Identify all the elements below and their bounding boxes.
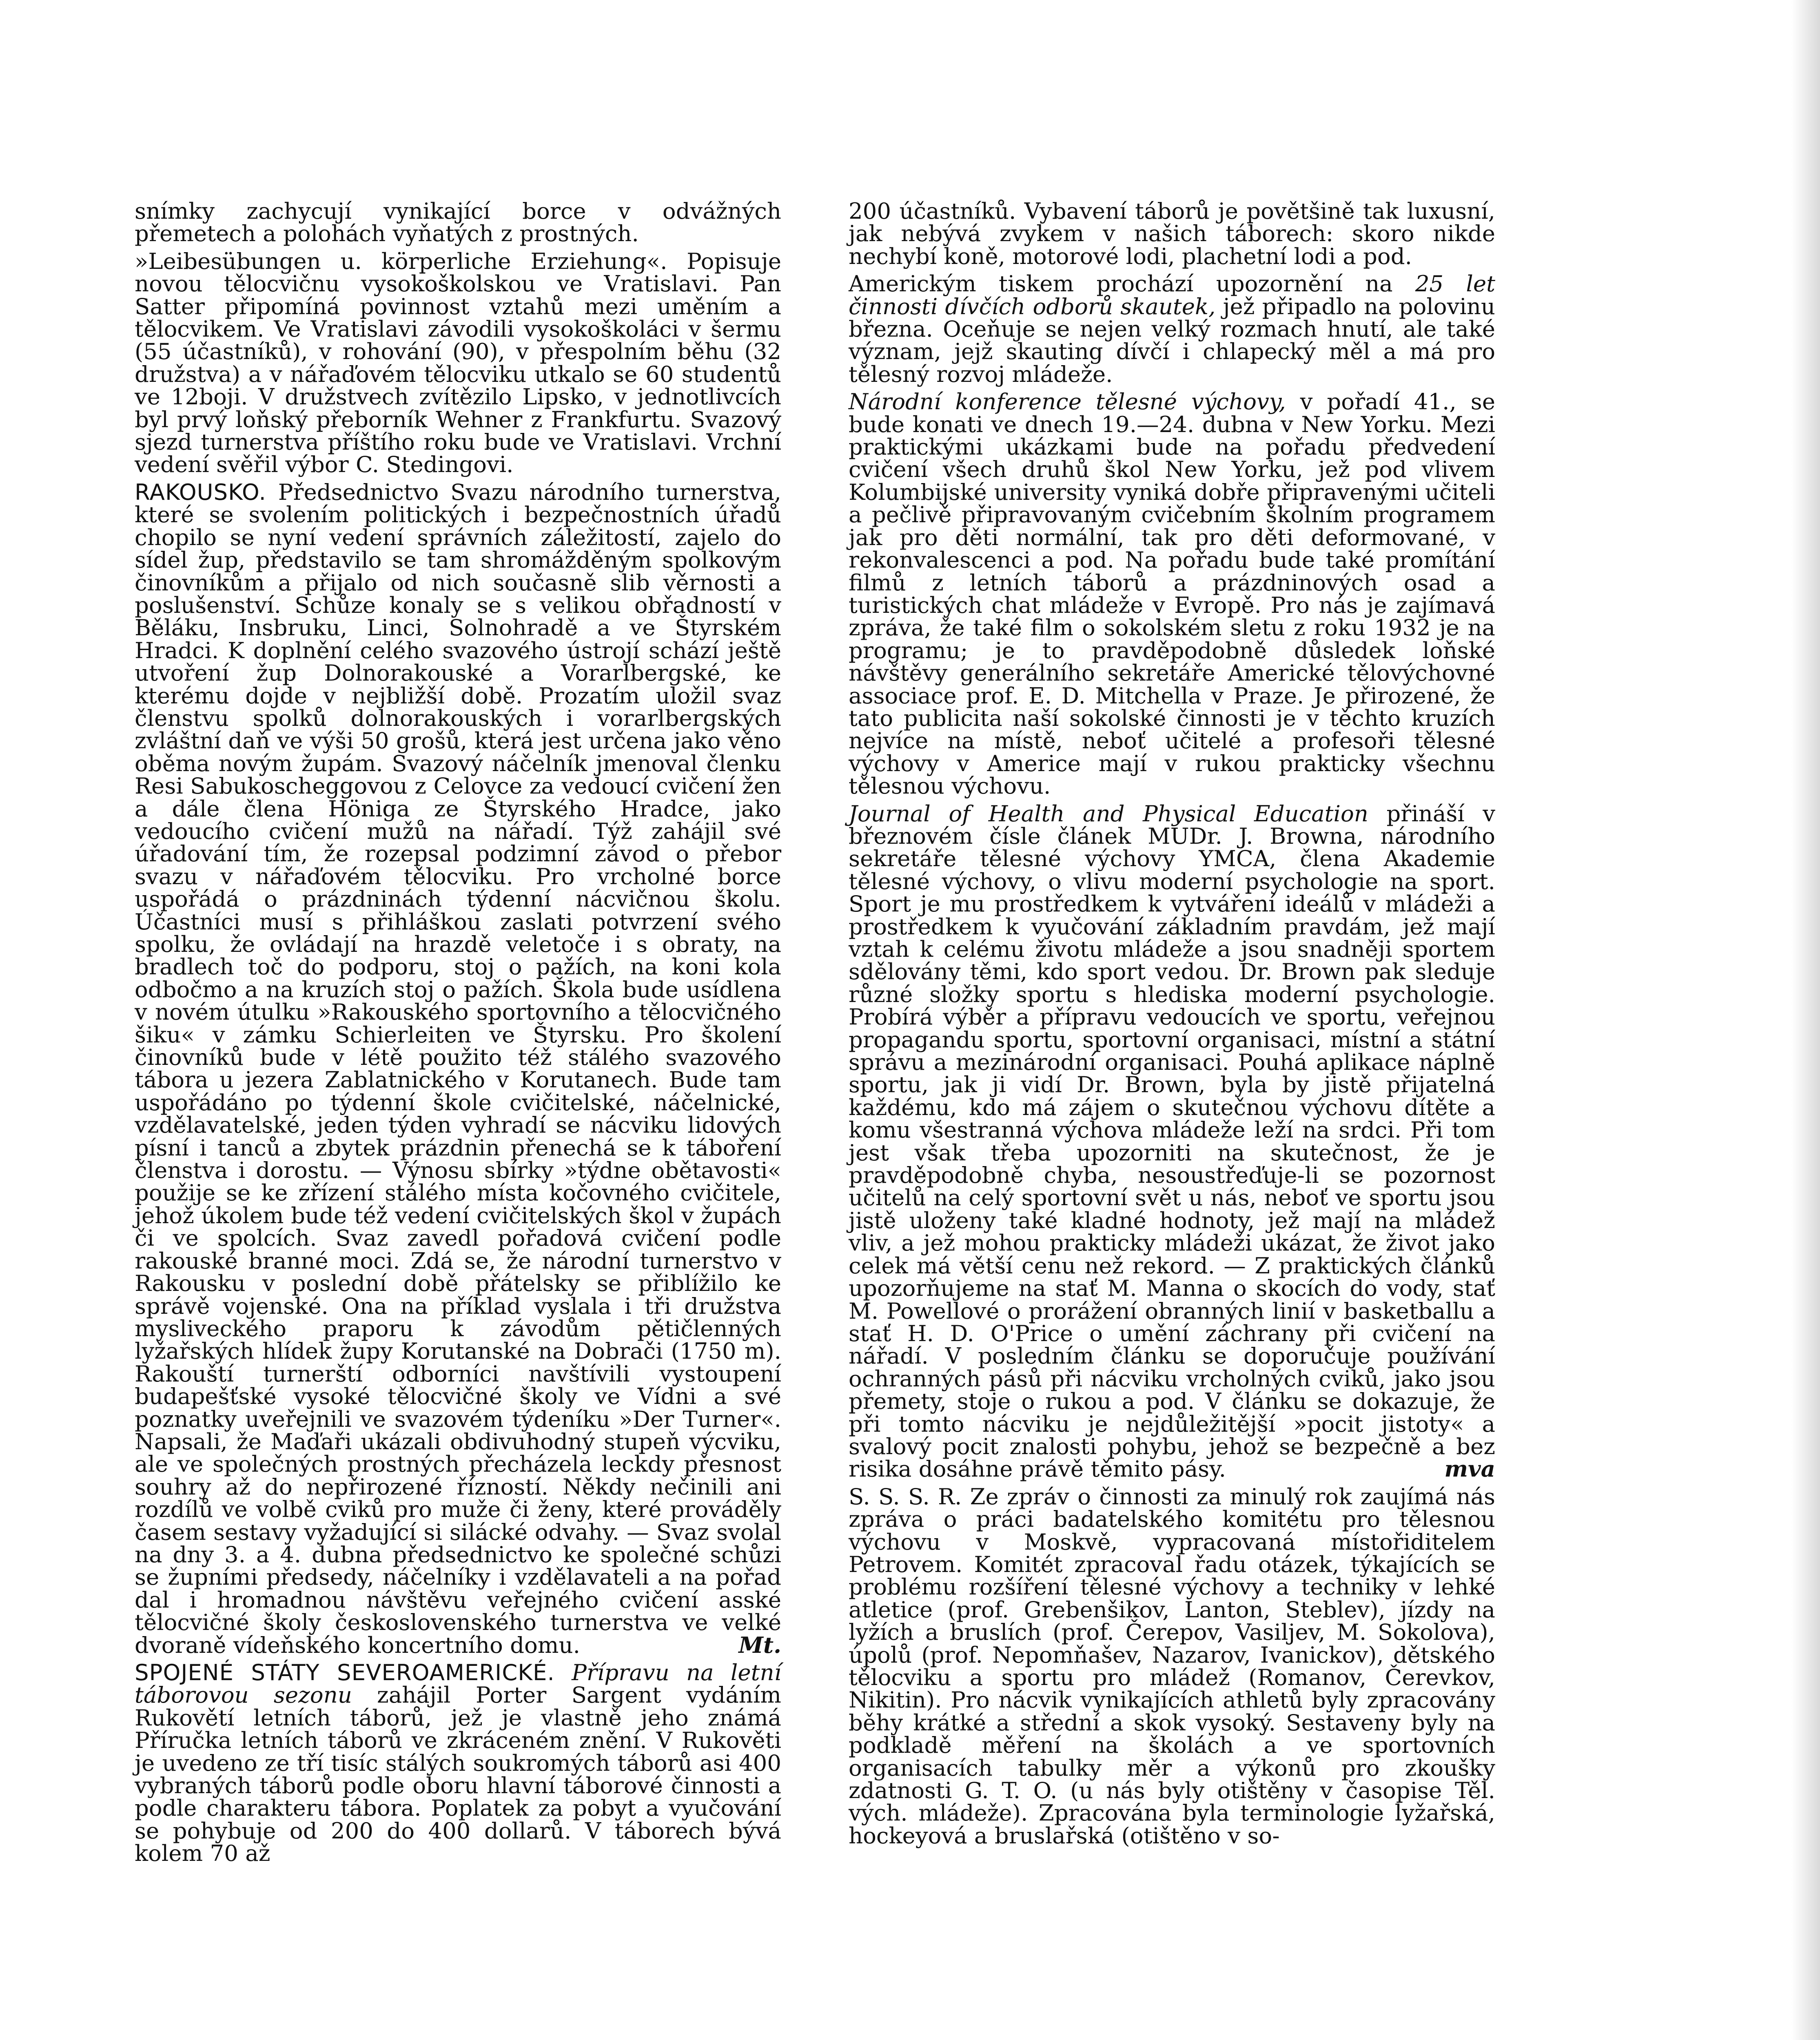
- italic-girl-scouts: 25 let činnosti dívčích odborů skautek,: [849, 271, 1495, 319]
- paragraph-camps-continued: 200 účastníků. Vybavení táborů je povětšině tak luxusní, jak nebývá zvykem v našich táborech: skoro nikde nechybí koně, motorové lodi, plachetní lodi a pod.: [849, 198, 1495, 269]
- text-fragment: Americkým tiskem prochází upozornění na: [849, 271, 1393, 297]
- text-fragment: jež připadlo na polovinu března. Oceňuje se nejen velký rozmach hnutí, ale také význam, jejž skauting dívčí i chlapecký měl a má pro tělesný rozvoj mládeže.: [849, 293, 1496, 387]
- section-italic-usa: Přípravu na letní táborovou sezonu: [135, 1659, 782, 1708]
- right-column: [849, 200, 1495, 1847]
- page-edge-shadow: [1791, 0, 1820, 2040]
- paragraph-girl-scouts: [849, 273, 1495, 386]
- paragraph-leibesuebungen: »Leibesübungen u. körperliche Erziehung«. Popisuje novou tělocvičnu vysokoškolskou ve Vratislavi. Pan Satter připomíná povinnost vztahů mezi uměním a tělocvikem. Ve Vratislavi závodili vysokoškoláci v šermu (55 účastníků), v rohování (90), v přespolním běhu (32 družstva) a v nářaďovém tělocviku utkalo se 60 studentů ve 12boji. V družstvech zvítězilo Lipsko, v jednotlivcích byl prvý loňský přeborník Wehner z Frankfurtu. Svazový sjezd turnerstva příštího roku bude ve Vratislavi. Vrchní vedení svěřil výbor C. Stedingovi.: [135, 248, 781, 478]
- paragraph-intro: snímky zachycují vynikající borce v odvážných přemetech a polohách vyňatých z prostných.: [135, 198, 781, 247]
- section-sssr: [849, 1483, 1496, 1849]
- section-heading-sssr: S. S. S. R.: [849, 1483, 962, 1510]
- italic-journal-title: Journal of Health and Physical Education: [849, 800, 1368, 827]
- section-text-usa: zahájil Porter Sargent vydáním Rukovětí letních táborů, jež je vlastně jeho známá Příručka letních táborů ve zkráceném znění. V Rukověti je uvedeno ze tří tisíc stálých soukromých táborů asi 400 vybraných táborů podle oboru hlavní táborové činnosti a podle charakteru tábora. Poplatek za pobyt a vyučování se pohybuje od 200 do 400 dollarů. V táborech bývá kolem 70 až: [135, 1682, 781, 1867]
- text-fragment: v pořadí 41., se bude konati ve dnech 19.—24. dubna v New Yorku. Mezi praktickými ukázkami bude na pořadu předvedení cvičení všech druhů škol New Yorku, jež pod vlivem Kolumbijské university vyniká dobře připravenými učiteli a pečlivě připravovaným cvičebním školním programem jak pro děti normální, tak pro děti deformované, v rekonvalescenci a pod. Na pořadu bude také promítání filmů z letních táborů a prázdninových osad a turistických chat mládeže v Evropě. Pro nás je zajímavá zpráva, že také film o sokolském sletu z roku 1932 je na programu; je to pravděpodobně důsledek loňské návštěvy generálního sekretáře Americké tělovýchovné associace prof. E. D. Mitchella v Praze. Je přirozené, že tato publicita naší sokolské činnosti je v těchto kruzích nejvíce na místě, neboť učitelé a profesoři tělesné výchovy v Americe mají v rukou prakticky všechnu tělesnou výchovu.: [849, 388, 1495, 799]
- text-fragment: přináší v březnovém čísle článek MUDr. J. Browna, národního sekretáře tělesné výchovy YMCA, člena Akademie tělesné výchovy, o vlivu moderní psychologie na sport. Sport je mu prostředkem k vytváření ideálů v mládeži a prostředkem k vyučování základním pravdám, jež mají vztah k celému životu mládeže a jsou snadněji sportem sdělovány těmi, kdo sport vedou. Dr. Brown pak sleduje různé složky sportu s hlediska moderní psychologie. Probírá výběr a přípravu vedoucích ve sportu, veřejnou propagandu sportu, sportovní organisaci, místní a státní správu a mezinárodní organisaci. Pouhá aplikace náplně sportu, jak ji vidí Dr. Brown, byla by jistě přijatelná každému, kdo má zájem o skutečnou výchovu dítěte a komu všestranná výchova mládeže leží na srdci. Při tom jest však třeba upozorniti na skutečnost, že je pravděpodobně chyba, nesoustřeďuje-li se pozornost učitelů na celý sportovní svět u nás, neboť ve sportu jsou jistě uloženy také kladné hodnoty, jež mají na mládež vliv, a jež mohou prakticky mládeži ukázat, že život jako celek má větší cenu než rekord. — Z praktických článků upozorňujeme na stať M. Manna o skocích do vody, stať M. Powellové o prorážení obranných linií v basketballu a stať H. D. O'Price o umění záchrany při cvičení na nářadí. V posledním článku se doporučuje používání ochranných pásů při nácviku vrcholných cviků, jako jsou přemety, stoje o rukou a pod. V článku se dokazuje, že při tomto nácviku je nejdůležitější »pocit jistoty« a svalový pocit znalosti pohybu, jehož se bezpečně a bez risika dosáhne právě těmito pásy.: [849, 800, 1496, 1482]
- section-text-rakousko: Předsednictvo Svazu národního turnerstva, které se svolením politických i bezpečnostních úřadů chopilo se nyní vedení správních záležitostí, zajelo do sídel žup, představilo se tam shromážděným spolkovým činovníkům a přijalo od nich současně slib věrnosti a poslušenství. Schůze konaly se s velikou obřadností v Běláku, Insbruku, Linci, Solnohradě a ve Štyrském Hradci. K doplnění celého svazového ústrojí schází ještě utvoření žup Dolnorakouské a Vorarlbergské, ke kterému dojde v nejbližší době. Prozatím uložil svaz členstvu spolků dolnorakouských i vorarlbergských zvláštní daň ve výši 50 grošů, která jest určena jako věno oběma novým župám. Svazový náčelník jmenoval členku Resi Sabukoscheggovou z Celovce za vedoucí cvičení žen a dále člena Höniga ze Štyrského Hradce, jako vedoucího cvičení mužů na nářadí. Týž zahájil své úřadování tím, že rozepsal podzimní závod o přebor svazu v nářaďovém tělocviku. Pro vrcholné borce uspořádá o prázdninách týdenní nácvičnou školu. Účastníci musí s přihláškou zaslati potvrzení svého spolku, že ovládají na hrazdě veletoče i s obraty, na bradlech toč do podporu, stoj o pažích, na koni kola odbočmo a na kruzích stoj o pažích. Škola bude usídlena v novém útulku »Rakouského sportovního a tělocvičného šiku« v zámku Schierleiten ve Štyrsku. Pro školení činovníků bude v létě použito též stálého svazového tábora u jezera Zablatnického v Korutanech. Bude tam uspořádáno po týdenní škole cvičitelské, náčelnické, vzdělavatelské, jeden týden vyhradí se nácviku lidových písní i tanců a zbytek prázdnin přenechá se k táboření členstva i dorostu. — Výnosu sbírky »týdne obětavosti« použije se ke zřízení stálého místa kočovného cvičitele, jehož úkolem bude též vedení cvičitelských škol v župách či ve spolcích. Svaz zavedl pořadová cvičení podle rakouské branné moci. Zdá se, že národní turnerstvo v Rakousku v poslední době přátelsky se přiblížilo ke správě vojenské. Ona na příklad vyslala i tři družstva mysliveckého praporu k závodům pětičlenných lyžařských hlídek župy Korutanské na Dobrači (1750 m). Rakouští turnerští odborníci navštívili vystoupení budapešťské vysoké tělocvičné školy ve Vídni a své poznatky uveřejnili ve svazovém týdeníku »Der Turner«. Napsali, že Maďaři ukázali obdivuhodný stupeň výcviku, ale ve společných prostných přecházela leckdy přesnost souhry až do nepřirozené řízností. Někdy nečinili ani rozdílů ve volbě cviků pro muže či ženy, které prováděly časem sestavy vyžadující si silácké odvahy. — Svaz svolal na dny 3. a 4. dubna předsednictvo ke společné schůzi se župními předsedy, náčelníky i vzdělavateli a na pořad dal i hromadnou návštěvu veřejného cvičení asské tělocvičné školy československého turnerstva ve velké dvoraně vídeňského koncertního domu.: [135, 479, 782, 1658]
- section-heading-usa: SPOJENÉ STÁTY SEVEROAMERICKÉ.: [135, 1659, 555, 1685]
- author-signature-mva: mva: [1444, 1456, 1495, 1482]
- left-column: [135, 200, 781, 1865]
- italic-conference: Národní konference tělesné výchovy,: [849, 388, 1286, 415]
- section-text-sssr: Ze zpráv o činnosti za minulý rok zaujímá nás zpráva o práci badatelského komitétu pro tělesnou výchovu v Moskvě, vypracovaná místořiditelem Petrovem. Komitét zpracoval řadu otázek, týkajících se problému rozšíření tělesné výchovy a techniky v lehké atletice (prof. Grebenšikov, Lanton, Steblev), jízdy na lyžích a bruslích (prof. Čerepov, Vasiljev, M. Sokolova), úpolů (prof. Nepomňašev, Nazarov, Ivanickov), dětského tělocviku a sportu pro mládež (Romanov, Čerevkov, Nikitin). Pro nácvik vynikajících athletů byly zpracovány běhy krátké a střední a skok vysoký. Sestaveny byly na podkladě měření na školách a ve sportovních organisacích tabulky měr a výkonů pro zkoušky zdatnosti G. T. O. (u nás byly otištěny v časopise Těl. vých. mládeže). Zpracována byla terminologie lyžařská, hockeyová a bruslařská (otištěno v so-: [849, 1483, 1496, 1849]
- author-signature-mt: Mt.: [738, 1632, 781, 1658]
- paragraph-national-conference: [849, 390, 1495, 797]
- section-heading-rakousko: RAKOUSKO.: [135, 479, 266, 505]
- paragraph-journal: [849, 800, 1496, 1482]
- section-usa: [135, 1661, 781, 1865]
- section-rakousko: [135, 481, 781, 1656]
